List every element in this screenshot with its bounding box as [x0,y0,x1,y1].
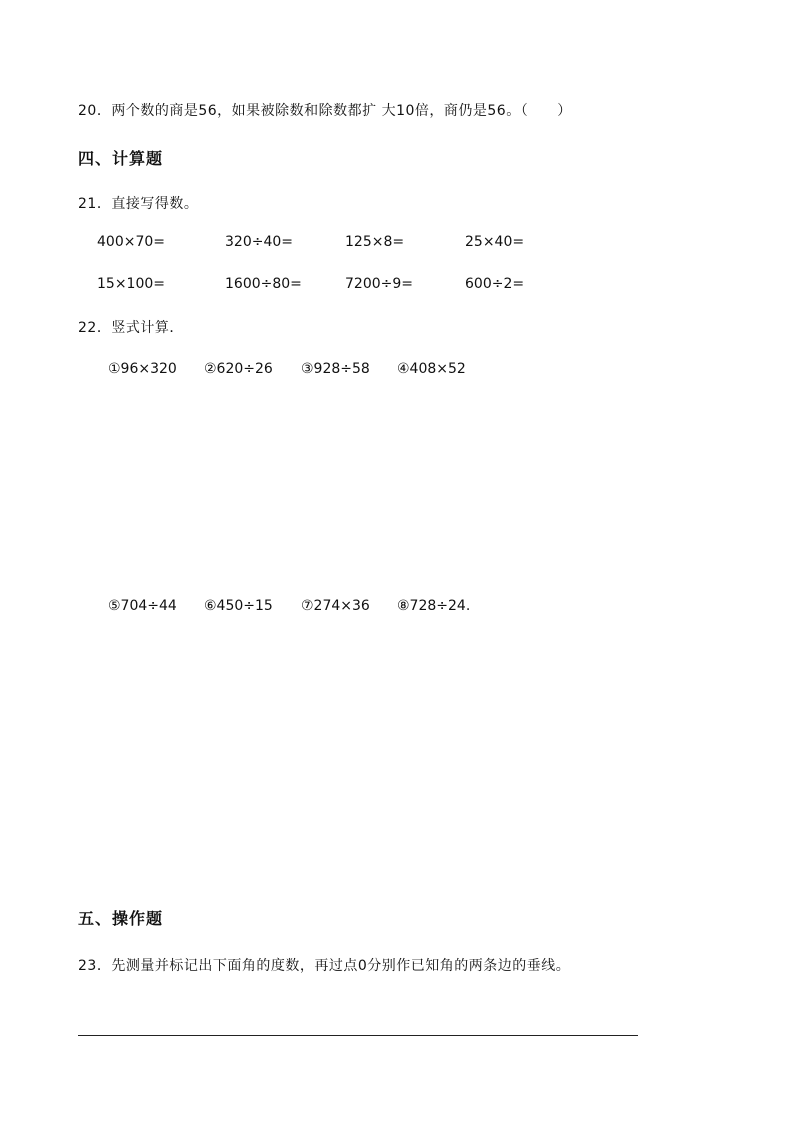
section-heading-operation: 五、操作题 [78,909,164,928]
section-heading-calculation: 四、计算题 [78,149,164,168]
q22-item: ④408×52 [397,361,466,377]
q22-item: ⑤704÷44 [108,598,177,614]
q21-item: 125×8= [345,234,405,250]
q22-item: ②620÷26 [204,361,273,377]
q22-item: ⑦274×36 [301,598,370,614]
q21-item: 15×100= [97,276,165,292]
horizontal-rule [78,1035,638,1036]
question-22-title: 22．竖式计算． [78,320,184,336]
q21-item: 320÷40= [225,234,293,250]
q21-item: 600÷2= [465,276,525,292]
question-21-title: 21．直接写得数。 [78,196,199,212]
q21-item: 1600÷80= [225,276,302,292]
question-23: 23．先测量并标记出下面角的度数，再过点0分别作已知角的两条边的垂线。 [78,958,571,974]
question-20: 20．两个数的商是56，如果被除数和除数都扩 大10倍，商仍是56。（ ） [78,103,572,119]
q21-item: 25×40= [465,234,525,250]
q21-item: 400×70= [97,234,165,250]
q22-item: ③928÷58 [301,361,370,377]
q22-item: ①96×320 [108,361,177,377]
q21-item: 7200÷9= [345,276,413,292]
q22-item: ⑧728÷24. [397,598,471,614]
q22-item: ⑥450÷15 [204,598,273,614]
